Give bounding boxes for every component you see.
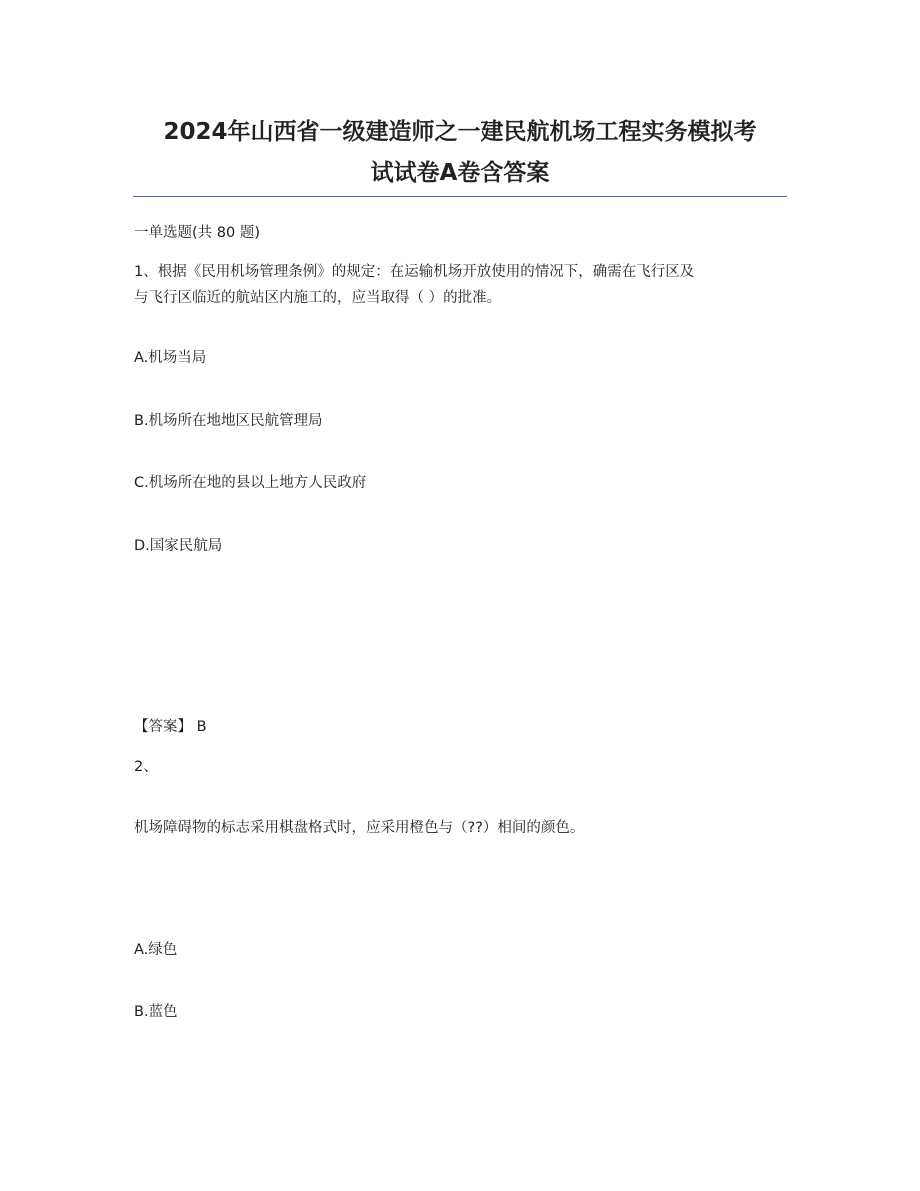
question-1-option-c: C.机场所在地的县以上地方人民政府 <box>134 475 367 491</box>
question-1-stem-line-2: 与飞行区临近的航站区内施工的，应当取得（ ）的批准。 <box>134 290 502 306</box>
question-1-option-d: D.国家民航局 <box>134 538 223 554</box>
question-1-option-a: A.机场当局 <box>134 350 207 366</box>
document-title-line-2: 试试卷A卷含答案 <box>370 160 550 186</box>
question-2-option-a: A.绿色 <box>134 942 178 958</box>
question-1-stem-line-1: 1、根据《民用机场管理条例》的规定：在运输机场开放使用的情况下，确需在飞行区及 <box>134 264 695 280</box>
section-header: 一单选题(共 80 题) <box>134 225 260 241</box>
question-2-stem: 机场障碍物的标志采用棋盘格式时，应采用橙色与（??）相间的颜色。 <box>134 820 585 836</box>
question-2-option-b: B.蓝色 <box>134 1004 178 1020</box>
document-title-line-1: 2024年山西省一级建造师之一建民航机场工程实务模拟考 <box>163 119 757 145</box>
question-1-option-b: B.机场所在地地区民航管理局 <box>134 413 323 429</box>
question-1-answer: 【答案】 B <box>134 719 207 735</box>
question-2-number: 2、 <box>134 759 158 775</box>
title-divider <box>133 196 787 197</box>
